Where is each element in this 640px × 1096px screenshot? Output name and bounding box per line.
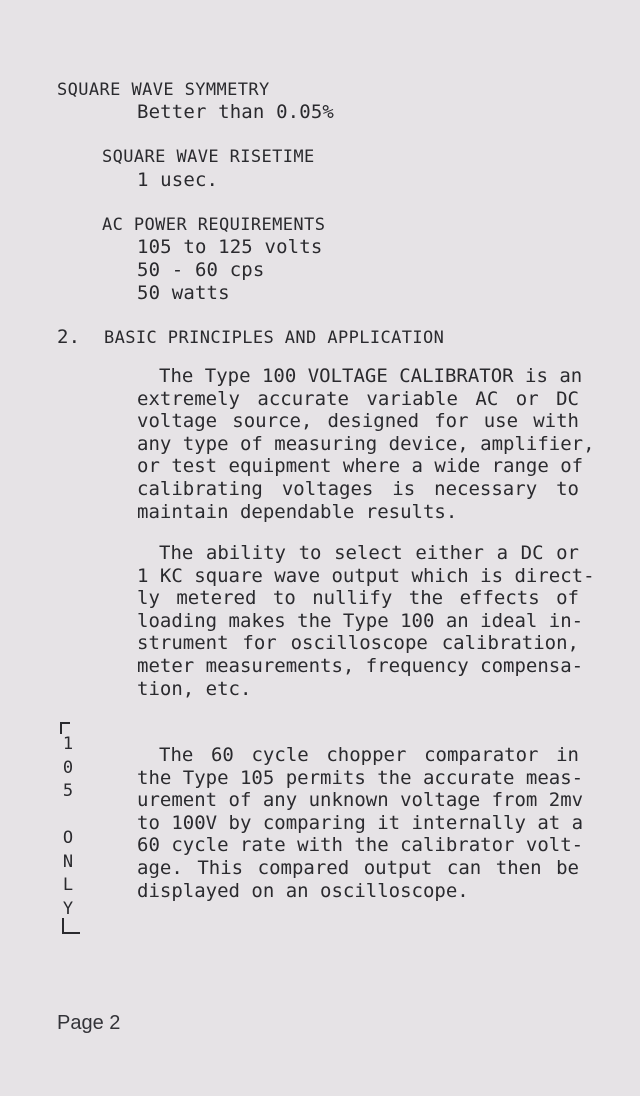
paragraph-line: 60 cycle rate with the calibrator volt- — [137, 834, 584, 857]
section-number: 2. — [57, 326, 81, 348]
paragraph-line: loading makes the Type 100 an ideal in- — [137, 609, 584, 632]
paragraph-line: the Type 105 permits the accurate meas- — [137, 766, 584, 789]
paragraph-line: extremely accurate variable AC or DC — [137, 387, 579, 410]
margin-note-char: 5 — [62, 781, 74, 801]
spec-power-watts: 50 watts — [137, 282, 230, 304]
paragraph-line: 1 KC square wave output which is direct- — [137, 564, 595, 587]
page-number: Page 2 — [57, 1012, 121, 1034]
paragraph-line: ly metered to nullify the effects of — [137, 587, 579, 610]
paragraph-line: strument for oscilloscope calibration, — [137, 632, 579, 655]
paragraph-line: meter measurements, frequency compensa- — [137, 654, 584, 677]
spec-risetime-value: 1 usec. — [137, 169, 219, 191]
margin-bracket-bottom — [62, 918, 80, 934]
margin-note-vertical — [56, 733, 80, 921]
margin-note-char: 1 — [62, 734, 74, 754]
margin-note-char — [56, 804, 80, 828]
paragraph-line: calibrating voltages is necessary to — [137, 477, 579, 500]
section-title: BASIC PRINCIPLES AND APPLICATION — [104, 328, 445, 348]
paragraph-3 — [137, 744, 584, 902]
paragraph-line: or test equipment where a wide range of — [137, 455, 584, 478]
paragraph-line: The Type 100 VOLTAGE CALIBRATOR is an — [159, 365, 583, 387]
margin-note-char: L — [62, 875, 74, 895]
spec-power-voltage: 105 to 125 volts — [137, 236, 323, 258]
paragraph-line: to 100V by comparing it internally at a — [137, 811, 584, 834]
margin-note-char: Y — [62, 898, 74, 919]
spec-power-frequency: 50 - 60 cps — [137, 259, 265, 281]
spec-risetime-label: SQUARE WAVE RISETIME — [102, 147, 315, 167]
margin-note-char: N — [62, 851, 74, 872]
paragraph-line: The 60 cycle chopper comparator in — [159, 744, 579, 766]
paragraph-line: age. This compared output can then be — [137, 856, 579, 879]
paragraph-line: displayed on an oscilloscope. — [137, 879, 469, 902]
paragraph-2 — [137, 542, 595, 700]
paragraph-line: maintain dependable results. — [137, 500, 458, 523]
paragraph-line: any type of measuring device, amplifier, — [137, 432, 595, 455]
paragraph-line: urement of any unknown voltage from 2mv — [137, 789, 584, 812]
spec-symmetry-value: Better than 0.05% — [137, 101, 335, 123]
margin-note-char: 0 — [62, 757, 74, 778]
margin-note-char: O — [62, 828, 74, 848]
paragraph-line: tion, etc. — [137, 677, 252, 700]
paragraph-line: voltage source, designed for use with — [137, 410, 579, 433]
spec-symmetry-label: SQUARE WAVE SYMMETRY — [57, 80, 270, 100]
spec-power-label: AC POWER REQUIREMENTS — [102, 215, 326, 235]
paragraph-line: The ability to select either a DC or — [159, 542, 579, 564]
paragraph-1 — [137, 365, 595, 523]
